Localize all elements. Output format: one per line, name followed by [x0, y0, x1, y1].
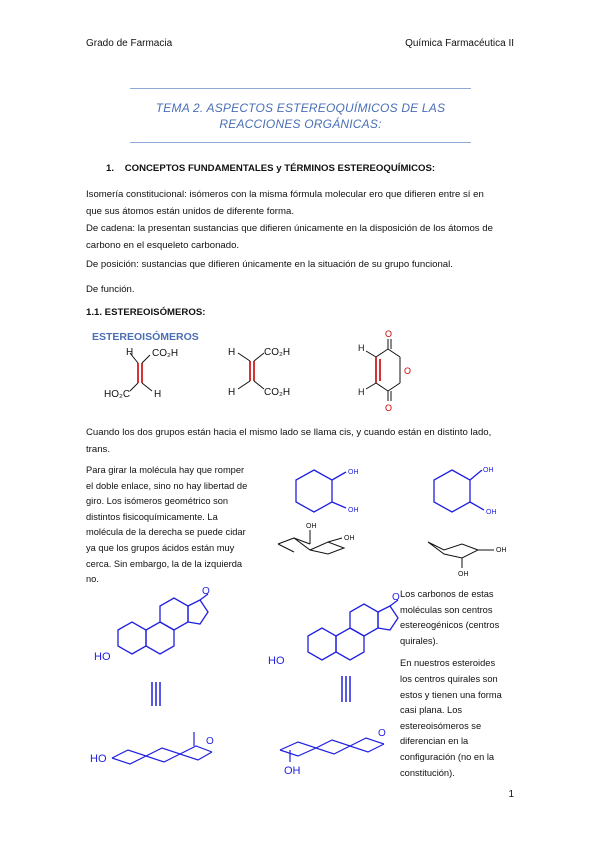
text-line: no. — [86, 574, 99, 585]
atom-label: HO — [90, 753, 107, 765]
figure-cyclohexanediols — [270, 458, 530, 578]
subsection-heading: 1.1. ESTEREOISÓMEROS: — [86, 307, 206, 318]
section-heading — [106, 160, 536, 177]
atom-label: H — [358, 343, 365, 353]
text-line: De cadena: la presentan sustancias que difieren únicamente en la disposición de los átomos de — [86, 223, 493, 234]
text-line: estereogénicos (centros — [400, 620, 500, 631]
atom-label: OH — [348, 507, 359, 514]
text-line: moléculas son centros — [400, 604, 493, 615]
atom-label: O — [404, 366, 412, 376]
title-line-1: TEMA 2. ASPECTOS ESTEREOQUÍMICOS DE LAS — [155, 101, 446, 115]
atom-label: OH — [344, 535, 355, 542]
title-rule-bottom — [130, 142, 471, 143]
text-line: estos y tienen una forma — [400, 689, 502, 700]
atom-label: O — [202, 586, 210, 597]
paragraph-isomeria — [86, 186, 516, 220]
text-line: el doble enlace, sino no hay libertad de — [86, 480, 248, 491]
atom-label: OH — [458, 571, 469, 578]
atom-label: OH — [483, 467, 494, 474]
atom-label: H — [154, 389, 162, 400]
text-line: En nuestros esteroides — [400, 658, 496, 669]
atom-label: CO₂H — [264, 347, 291, 358]
text-line: configuración (no en la — [400, 751, 495, 762]
atom-label: OH — [306, 523, 317, 530]
figure-steroids — [90, 586, 400, 780]
text-line: distintos fisicoquímicamente. La — [86, 511, 218, 522]
atom-label: OH — [486, 509, 497, 516]
paragraph-cis-trans — [86, 424, 516, 458]
text-line: carbono en el esqueleto carbonado. — [86, 240, 240, 251]
text-line: constitución). — [400, 767, 455, 778]
page-title — [130, 100, 471, 132]
atom-label: O — [206, 736, 214, 747]
atom-label: H — [228, 347, 236, 358]
text-line: Cuando los dos grupos están hacia el mismo lado se llama cis, y cuando están en distinto lado, — [86, 427, 492, 438]
header-left: Grado de Farmacia — [86, 38, 173, 49]
text-line: Para girar la molécula hay que romper — [86, 465, 245, 475]
section-title: CONCEPTOS FUNDAMENTALES y TÉRMINOS ESTEREOQUÍMICOS: — [124, 163, 436, 174]
text-line: los centros quirales son — [400, 673, 498, 684]
title-line-2: REACCIONES ORGÁNICAS: — [219, 117, 382, 131]
atom-label: OH — [348, 469, 359, 476]
atom-label: O — [392, 592, 400, 603]
title-rule-top — [130, 88, 471, 89]
header-right: Química Farmacéutica II — [405, 38, 514, 49]
text-line: Isomería constitucional: isómeros con la misma fórmula molecular ero que difieren entre sí en — [86, 189, 484, 200]
text-line: estereoisómeros se — [400, 720, 482, 731]
section-number: 1. — [106, 163, 115, 174]
text-line: ya que los grupos ácidos están muy — [86, 542, 235, 553]
text-line: diferencian en la — [400, 736, 469, 747]
atom-label: HO₂C — [104, 389, 131, 400]
figure-stereoisomers — [86, 325, 426, 415]
atom-label: HO — [268, 655, 285, 667]
text-line: que sus átomos están unidos de diferente forma. — [86, 206, 294, 217]
text-line: trans. — [86, 444, 110, 455]
atom-label: OH — [284, 765, 301, 777]
atom-label: OH — [496, 547, 507, 554]
text-line: quirales). — [400, 635, 439, 646]
right-column-text — [400, 587, 516, 781]
paragraph-funcion: De función. — [86, 284, 135, 295]
paragraph-posicion: De posición: sustancias que difieren únicamente en la situación de su grupo funcional. — [86, 259, 453, 270]
text-line: cerca. Sin embargo, la de la izquierda — [86, 558, 243, 569]
atom-label: HO — [94, 651, 111, 663]
text-line: casi plana. Los — [400, 705, 463, 716]
atom-label: CO₂H — [264, 387, 291, 398]
paragraph-cadena — [86, 220, 516, 254]
atom-label: O — [385, 329, 393, 339]
atom-label: O — [385, 403, 393, 413]
text-line: molécula de la derecha se puede cidar — [86, 527, 246, 538]
atom-label: CO₂H — [152, 348, 179, 359]
figure-caption: ESTEREOISÓMEROS — [92, 331, 199, 343]
atom-label: H — [358, 387, 365, 397]
atom-label: H — [228, 387, 236, 398]
atom-label: O — [378, 728, 386, 739]
text-line: Los carbonos de estas — [400, 589, 494, 599]
page-number: 1 — [508, 789, 514, 800]
atom-label: H — [126, 347, 134, 358]
left-column-text — [86, 463, 264, 588]
text-line: giro. Los isómeros geométrico son — [86, 496, 229, 507]
